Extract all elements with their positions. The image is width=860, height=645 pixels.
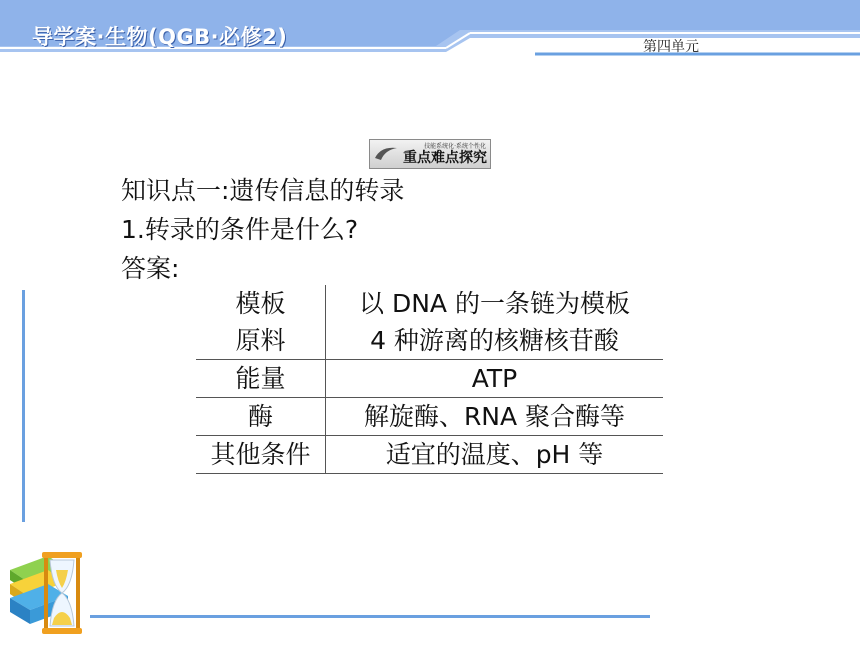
- table-cell-key: 模板: [196, 285, 326, 322]
- transcription-conditions-table: [196, 285, 663, 474]
- content-block: [121, 171, 404, 288]
- table-cell-key: 能量: [196, 360, 326, 398]
- table-row: [196, 285, 663, 322]
- table-cell-key: 原料: [196, 322, 326, 360]
- left-accent-line: [22, 290, 25, 522]
- swoosh-icon: [373, 144, 399, 164]
- table-cell-value: 解旋酶、RNA 聚合酶等: [326, 398, 664, 436]
- question-text: 1.转录的条件是什么?: [121, 215, 359, 244]
- badge-subtitle: 技能系统化·系统个性化: [424, 143, 486, 150]
- table-cell-value: 适宜的温度、pH 等: [326, 436, 664, 474]
- answer-label: 答案:: [121, 254, 180, 283]
- table-row: [196, 398, 663, 436]
- table-row: [196, 322, 663, 360]
- section-heading: 知识点一:遗传信息的转录: [121, 176, 405, 205]
- bottom-accent-line: [90, 615, 650, 618]
- section-badge: [369, 139, 491, 169]
- unit-label: 第四单元: [643, 39, 699, 55]
- table-row: [196, 436, 663, 474]
- badge-title: 重点难点探究: [403, 150, 487, 166]
- hourglass-books-icon: [8, 548, 90, 640]
- table-cell-value: 4 种游离的核糖核苷酸: [326, 322, 664, 360]
- table-cell-value: ATP: [326, 360, 664, 398]
- table-cell-value: 以 DNA 的一条链为模板: [359, 289, 630, 318]
- table-cell-key: 其他条件: [196, 436, 326, 474]
- table-cell-key: 酶: [196, 398, 326, 436]
- table-row: [196, 360, 663, 398]
- header-title: 导学案·生物(QGB·必修2): [32, 25, 288, 49]
